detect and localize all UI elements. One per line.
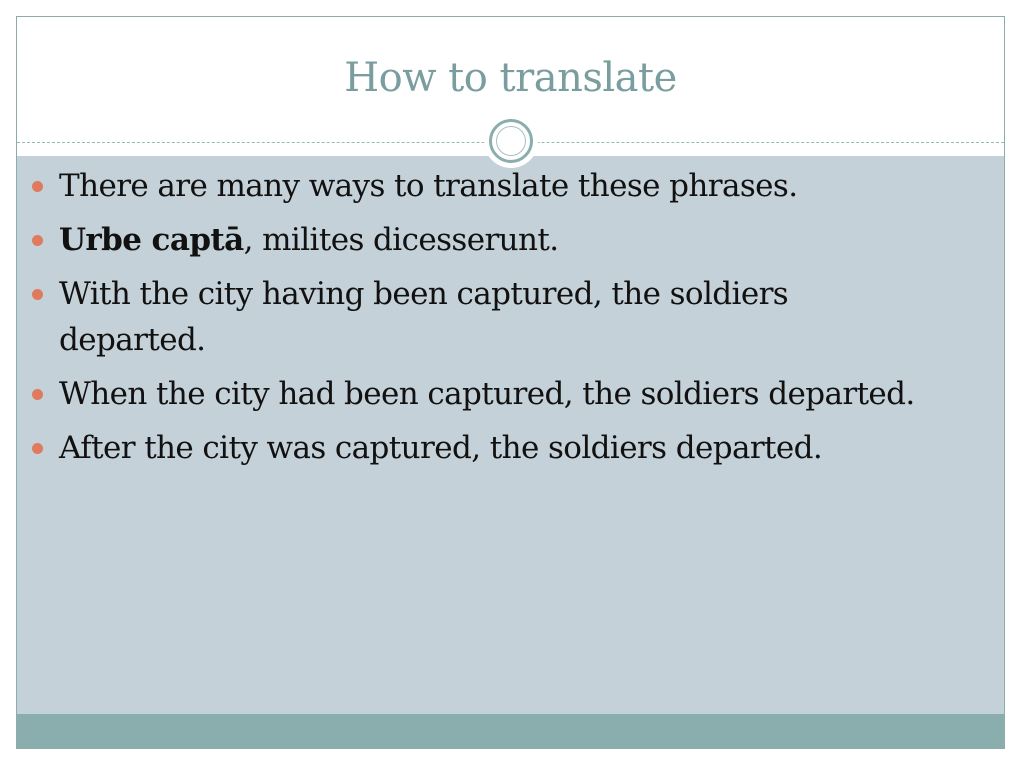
bullet-dot-icon bbox=[32, 443, 43, 454]
bullet-text: After the city was captured, the soldiers departed. bbox=[59, 430, 823, 466]
slide-title: How to translate bbox=[344, 55, 677, 101]
bullet-text: When the city had been captured, the soldiers departed. bbox=[59, 376, 915, 412]
footer-bar bbox=[17, 714, 1004, 748]
bullet-item bbox=[30, 217, 930, 263]
bullet-list bbox=[30, 163, 930, 479]
bullet-text: There are many ways to translate these phrases. bbox=[59, 168, 798, 204]
bullet-item bbox=[30, 425, 930, 471]
ornament-ring bbox=[489, 119, 533, 163]
bullet-dot-icon bbox=[32, 235, 43, 246]
bullet-item bbox=[30, 371, 930, 417]
latin-phrase: Urbe captā bbox=[59, 222, 244, 258]
bullet-item bbox=[30, 163, 930, 209]
circle-ornament-icon bbox=[484, 114, 538, 168]
bullet-dot-icon bbox=[32, 289, 43, 300]
bullet-item bbox=[30, 271, 930, 363]
bullet-dot-icon bbox=[32, 181, 43, 192]
ornament-inner-ring bbox=[496, 126, 526, 156]
bullet-dot-icon bbox=[32, 389, 43, 400]
bullet-text: , milites dicesserunt. bbox=[243, 222, 559, 258]
bullet-text: With the city having been captured, the soldiers departed. bbox=[59, 276, 789, 358]
